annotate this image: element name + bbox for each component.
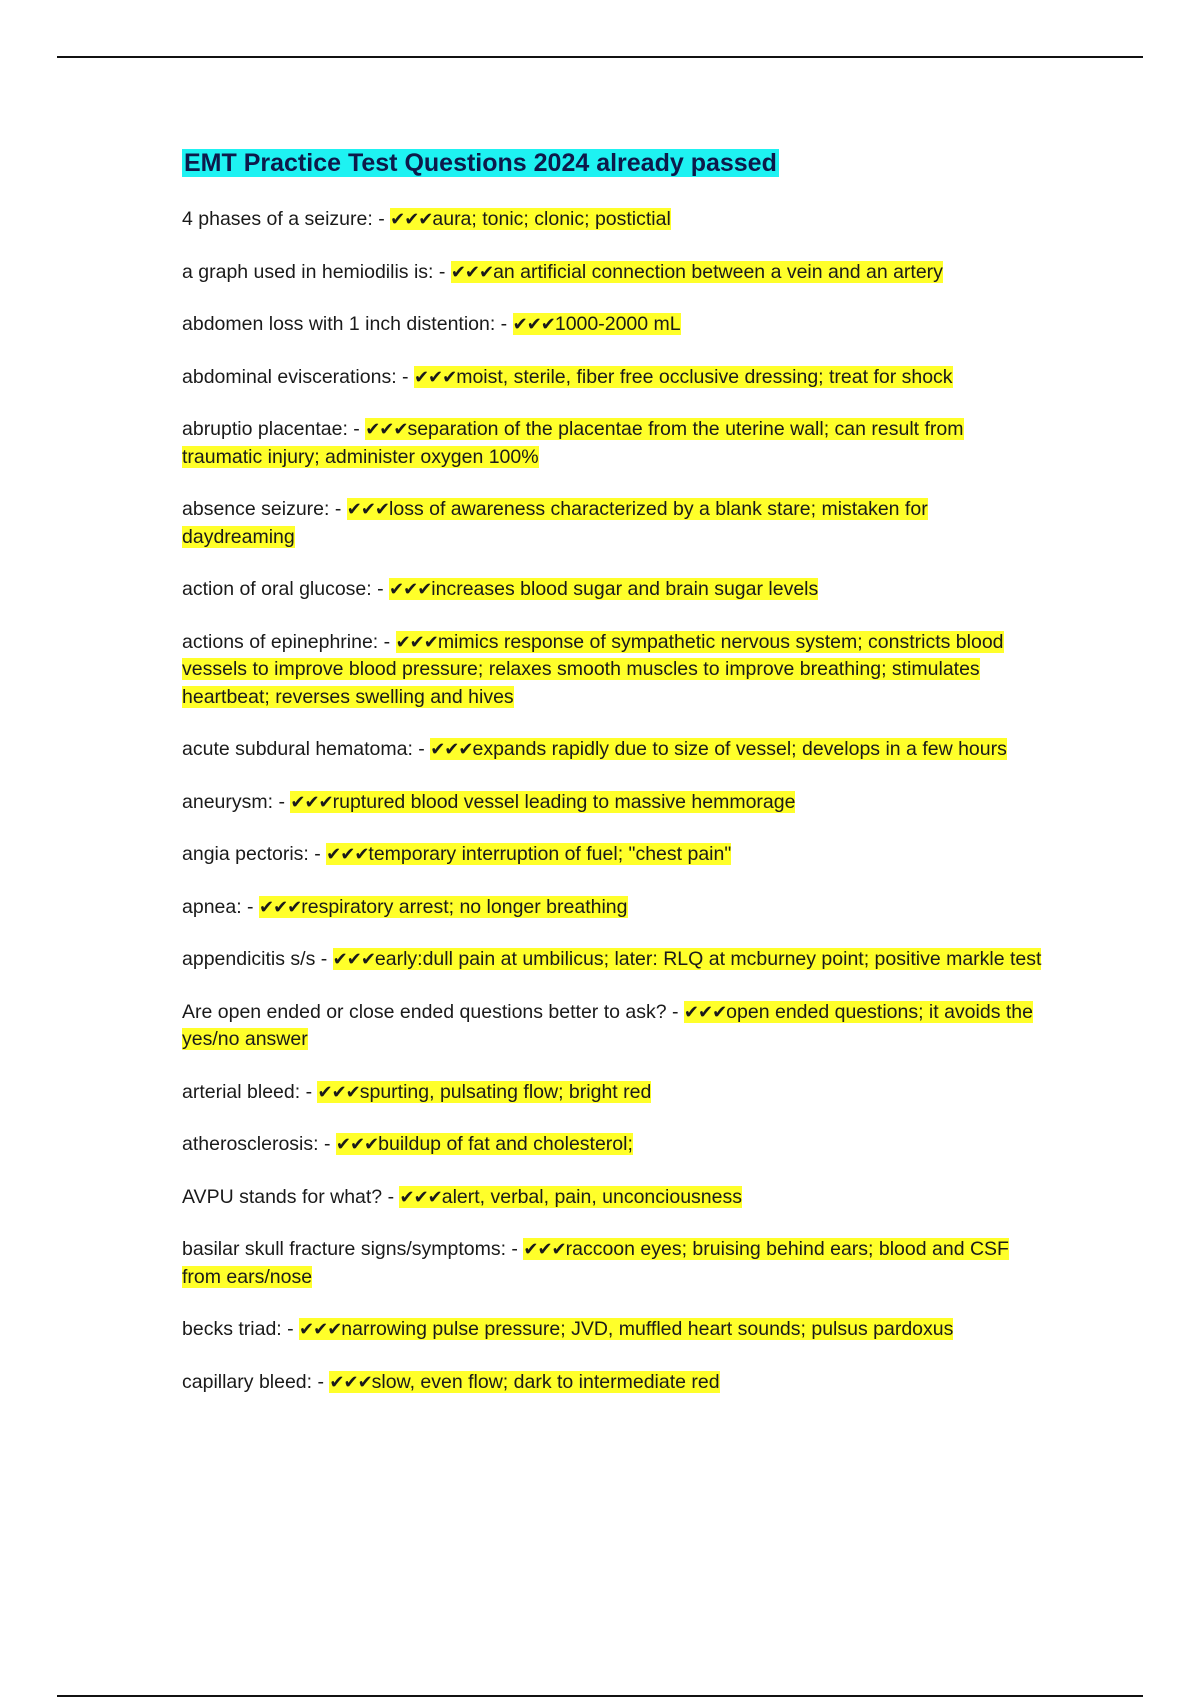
qa-item [182, 311, 1042, 339]
answer-text: spurting, pulsating flow; bright red [359, 1080, 652, 1103]
qa-item [182, 999, 1042, 1054]
question-text: a graph used in hemiodilis is: - [182, 260, 451, 283]
answer-highlight [336, 1133, 633, 1155]
answer-text: expands rapidly due to size of vessel; develops in a few hours [472, 738, 1007, 760]
question-text: arterial bleed: - [182, 1080, 318, 1103]
question-text: aneurysm: - [182, 790, 291, 813]
checkmark-icon: ✔✔✔ [299, 1319, 342, 1340]
answer-text: alert, verbal, pain, unconciousness [441, 1185, 742, 1208]
checkmark-icon: ✔✔✔ [390, 209, 433, 230]
qa-item [182, 894, 1042, 922]
question-text: atherosclerosis: - [182, 1133, 336, 1155]
qa-item [182, 416, 1042, 471]
answer-text: respiratory arrest; no longer breathing [301, 895, 628, 918]
qa-item [182, 364, 1042, 392]
question-text: basilar skull fracture signs/symptoms: - [182, 1238, 524, 1260]
answer-text: narrowing pulse pressure; JVD, muffled heart sounds; pulsus pardoxus [341, 1318, 954, 1340]
answer-text: moist, sterile, fiber free occlusive dressing; treat for shock [456, 365, 953, 388]
document-title: EMT Practice Test Questions 2024 already passed [184, 149, 777, 177]
checkmark-icon: ✔✔✔ [329, 1371, 372, 1393]
checkmark-icon: ✔✔✔ [317, 1081, 360, 1103]
answer-text: increases blood sugar and brain sugar levels [431, 578, 819, 600]
answer-text: slow, even flow; dark to intermediate red [371, 1370, 720, 1393]
answer-text: loss of awareness characterized by a blank stare; mistaken for daydreaming [182, 498, 928, 548]
question-text: abruptio placentae: - [182, 418, 366, 440]
qa-item [182, 206, 1042, 234]
qa-item [182, 259, 1042, 287]
qa-item [182, 789, 1042, 817]
qa-item [182, 1184, 1042, 1212]
answer-highlight [513, 313, 681, 335]
checkmark-icon: ✔✔✔ [290, 791, 333, 813]
qa-item [182, 576, 1042, 604]
answer-highlight [451, 261, 943, 283]
answer-text: 1000-2000 mL [554, 313, 681, 335]
qa-item [182, 1236, 1042, 1291]
answer-highlight [299, 1318, 953, 1340]
qa-list [182, 206, 1042, 1396]
top-rule [57, 56, 1143, 58]
answer-text: buildup of fat and cholesterol; [378, 1133, 633, 1155]
answer-text: raccoon eyes; bruising behind ears; blood and CSF from ears/nose [182, 1238, 1009, 1288]
question-text: appendicitis s/s - [182, 948, 333, 970]
question-text: abdomen loss with 1 inch distention: - [182, 313, 513, 335]
question-text: action of oral glucose: - [182, 578, 390, 600]
answer-text: ruptured blood vessel leading to massive hemmorage [332, 790, 796, 813]
question-text: acute subdural hematoma: - [182, 738, 431, 760]
question-text: abdominal eviscerations: - [182, 365, 414, 388]
qa-item [182, 841, 1042, 869]
qa-item [182, 1316, 1042, 1344]
question-text: Are open ended or close ended questions better to ask? - [182, 1000, 684, 1023]
answer-text: an artificial connection between a vein and an artery [493, 260, 943, 283]
question-text: capillary bleed: - [182, 1370, 330, 1393]
checkmark-icon: ✔✔✔ [389, 579, 432, 600]
checkmark-icon: ✔✔✔ [365, 419, 408, 440]
checkmark-icon: ✔✔✔ [346, 499, 390, 520]
answer-highlight [326, 843, 731, 865]
question-text: actions of epinephrine: - [182, 630, 396, 653]
answer-highlight [290, 791, 795, 813]
answer-highlight [390, 208, 671, 230]
checkmark-icon: ✔✔✔ [326, 844, 369, 865]
checkmark-icon: ✔✔✔ [523, 1239, 566, 1260]
checkmark-icon: ✔✔✔ [332, 949, 375, 970]
checkmark-icon: ✔✔✔ [399, 1186, 442, 1208]
answer-text: separation of the placentae from the uterine wall; can result from traumatic injury; administer oxygen 100% [182, 418, 964, 468]
answer-highlight [333, 948, 1042, 970]
document-body [182, 146, 1042, 1421]
qa-item [182, 496, 1042, 551]
answer-highlight [317, 1081, 651, 1103]
answer-highlight [329, 1371, 719, 1393]
question-text: angia pectoris: - [182, 843, 327, 865]
answer-highlight [389, 578, 818, 600]
answer-highlight [430, 738, 1007, 760]
qa-item [182, 1369, 1042, 1397]
checkmark-icon: ✔✔✔ [395, 631, 438, 653]
answer-text: mimics response of sympathetic nervous system; constricts blood vessels to improve blood pressure; relaxes smooth muscles to improve breathing; stimulates heartbeat; reverses swelling and hives [182, 630, 1004, 708]
question-text: 4 phases of a seizure: - [182, 208, 391, 230]
qa-item [182, 1079, 1042, 1107]
question-text: apnea: - [182, 895, 259, 918]
question-text: AVPU stands for what? - [182, 1185, 400, 1208]
answer-text: aura; tonic; clonic; postictial [432, 208, 671, 230]
qa-item [182, 946, 1042, 974]
checkmark-icon: ✔✔✔ [512, 314, 555, 335]
checkmark-icon: ✔✔✔ [413, 366, 457, 388]
answer-text: early:dull pain at umbilicus; later: RLQ at mcburney point; positive markle test [374, 948, 1042, 970]
checkmark-icon: ✔✔✔ [430, 739, 473, 760]
checkmark-icon: ✔✔✔ [258, 896, 302, 918]
question-text: becks triad: - [182, 1318, 300, 1340]
answer-highlight [399, 1186, 742, 1208]
checkmark-icon: ✔✔✔ [450, 261, 494, 283]
answer-text: open ended questions; it avoids the yes/no answer [182, 1000, 1033, 1050]
answer-highlight [259, 896, 628, 918]
question-text: absence seizure: - [182, 498, 347, 520]
bottom-rule [57, 1695, 1143, 1697]
checkmark-icon: ✔✔✔ [683, 1001, 727, 1023]
qa-item [182, 1131, 1042, 1159]
answer-highlight [414, 366, 953, 388]
answer-text: temporary interruption of fuel; "chest pain" [368, 843, 732, 865]
qa-item [182, 736, 1042, 764]
checkmark-icon: ✔✔✔ [335, 1134, 379, 1155]
qa-item [182, 629, 1042, 712]
